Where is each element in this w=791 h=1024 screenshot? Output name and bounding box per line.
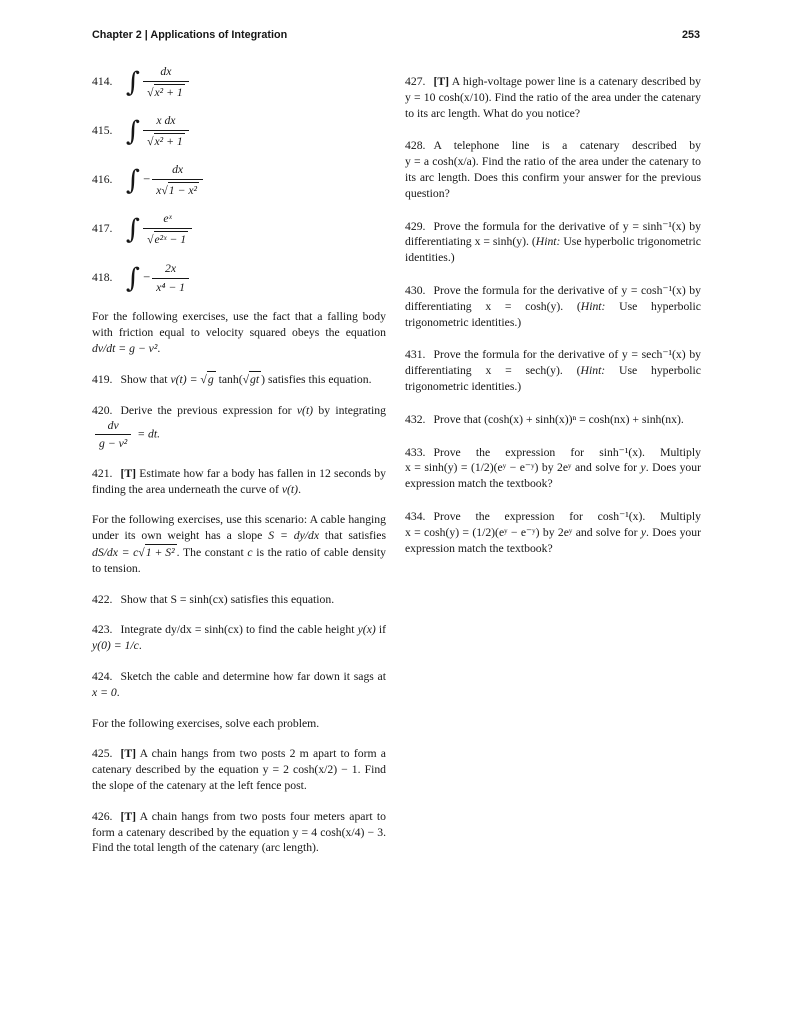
- fraction-numerator: eˣ: [163, 212, 172, 226]
- text-segment: .: [116, 685, 120, 699]
- text-segment: dS/dx = c√: [92, 546, 145, 560]
- fraction: [95, 419, 131, 451]
- text-segment: y = a cosh(x/a): [405, 155, 476, 169]
- integral-sign: ∫: [126, 164, 141, 196]
- exercise-419: [92, 371, 386, 388]
- denominator-prefix: x: [156, 183, 162, 197]
- exercise-number: 430.: [405, 283, 426, 297]
- exercise-420: [92, 403, 386, 451]
- text-segment: For the following exercises, use the fact that a falling body with friction equal to velocity squared obeys the equation: [92, 310, 386, 339]
- exercise-number: 416.: [92, 173, 113, 187]
- left-column: [92, 64, 386, 871]
- text-segment: x = 0: [92, 685, 117, 699]
- text-segment: x = sinh(y) = (1/2)(eʸ − e⁻ʸ): [405, 461, 539, 475]
- exercise-text: [405, 284, 701, 329]
- integral-sign: ∫: [126, 115, 141, 147]
- radicand: x² + 1: [154, 134, 183, 148]
- text-segment: satisfies this equation.: [265, 373, 372, 387]
- text-segment: is the ratio of cable density to tension.: [92, 546, 386, 575]
- text-segment: and solve for: [572, 525, 641, 539]
- text-segment: [T]: [120, 809, 137, 823]
- text-segment: .: [680, 412, 684, 426]
- sqrt-sign: √: [147, 232, 154, 246]
- exercise-415: [92, 113, 386, 149]
- integral-expression: [126, 262, 189, 294]
- exercise-421: [92, 466, 386, 498]
- exercise-text: [433, 413, 683, 426]
- text-segment: Prove that: [433, 412, 485, 426]
- text-segment: For the following exercises, use this scenario: A cable hanging under its own weight has a slope: [92, 513, 386, 543]
- text-segment: 1 + S²: [145, 546, 175, 560]
- text-segment: tanh(√: [215, 373, 250, 387]
- text-segment: Sketch the cable and determine how far down it sags at: [120, 670, 386, 684]
- text-segment: Hint:: [580, 364, 606, 378]
- text-segment: ): [261, 373, 266, 387]
- text-segment: sinh⁻¹(x): [599, 445, 642, 459]
- exercise-text: [120, 593, 334, 606]
- text-segment: . Find the ratio of the area under the catenary to its arc length. What do you notice?: [405, 90, 701, 120]
- text-segment: Use hyperbolic trigonometric identities.): [405, 299, 701, 329]
- text-segment: . (: [526, 235, 536, 249]
- text-segment: . Find the ratio of the area under the catenary to its arc length. Does this confirm your answer for the previous question?: [405, 155, 702, 200]
- text-segment: 2eʸ: [557, 525, 573, 539]
- fraction: [143, 65, 189, 99]
- text-segment: and solve for: [571, 461, 641, 475]
- integral-sign: ∫: [126, 262, 141, 294]
- integral-expression: [126, 65, 189, 99]
- exercise-text: [405, 348, 701, 393]
- fraction-numerator: dx: [172, 163, 184, 177]
- exercise-433: [405, 445, 701, 492]
- text-segment: S = sinh(cx): [170, 592, 228, 606]
- text-segment: . (: [560, 299, 581, 313]
- text-segment: y: [640, 461, 646, 475]
- exercise-number: 434.: [405, 509, 426, 523]
- integral-sign: ∫: [126, 66, 141, 98]
- text-segment: x = cosh(y): [485, 299, 561, 313]
- text-segment: Show that: [120, 592, 171, 606]
- fraction-denominator: [143, 130, 189, 148]
- exercise-text: [92, 623, 386, 652]
- text-segment: . Multiply: [642, 445, 701, 459]
- exercise-423: [92, 622, 386, 654]
- directions-cable-scenario: [92, 512, 386, 576]
- exercise-number: 424.: [92, 670, 113, 684]
- fraction-numerator: dv: [107, 418, 119, 432]
- sqrt-sign: √: [161, 183, 168, 197]
- text-segment: . The constant: [176, 546, 248, 560]
- exercise-414: [92, 64, 386, 100]
- fraction: [152, 262, 189, 294]
- radicand: 1 − x²: [168, 183, 198, 197]
- exercise-number: 420.: [92, 404, 113, 418]
- exercise-number: 429.: [405, 219, 426, 233]
- text-segment: v(t) = √: [170, 373, 207, 387]
- exercise-430: [405, 283, 701, 330]
- text-segment: y: [640, 525, 647, 539]
- text-segment: Integrate: [120, 623, 166, 637]
- fraction-numerator: x dx: [156, 114, 176, 128]
- text-segment: y(x): [357, 623, 376, 637]
- text-segment: .: [298, 482, 301, 496]
- text-segment: Use hyperbolic trigonometric identities.): [405, 364, 701, 393]
- text-segment: x = cosh(y) = (1/2)(eʸ − e⁻ʸ): [405, 525, 540, 539]
- exercise-number: 433.: [405, 445, 426, 459]
- text-segment: by: [538, 461, 558, 475]
- page-number: 253: [681, 29, 700, 41]
- exercise-text: [405, 220, 701, 265]
- exercise-425: [92, 746, 386, 793]
- integral-expression: [126, 212, 192, 246]
- exercise-417: [92, 211, 386, 247]
- text-segment: y = 10 cosh(x/10): [405, 90, 489, 104]
- text-segment: S = dy/dx: [268, 529, 320, 543]
- text-segment: by differentiating: [405, 219, 701, 249]
- text-segment: to find the cable height: [242, 623, 358, 637]
- exercise-number: 418.: [92, 271, 113, 285]
- exercise-number: 432.: [405, 412, 426, 426]
- text-segment: v(t): [281, 482, 299, 496]
- fraction: [152, 163, 203, 197]
- text-segment: y = sinh⁻¹(x): [622, 219, 686, 233]
- text-segment: Prove the formula for the derivative of: [433, 348, 622, 362]
- text-segment: Hint:: [535, 235, 561, 249]
- exercise-number: 414.: [92, 75, 113, 89]
- exercise-428: [405, 138, 701, 201]
- exercise-number: 421.: [92, 466, 113, 480]
- text-segment: [T]: [120, 747, 137, 761]
- fraction-denominator: [143, 228, 192, 246]
- text-segment: . (: [559, 364, 581, 378]
- exercise-number: 422.: [92, 592, 113, 606]
- text-segment: by: [539, 525, 558, 539]
- fraction-denominator: [143, 81, 189, 99]
- exercise-418: [92, 260, 386, 296]
- text-segment: [T]: [120, 466, 137, 480]
- exercise-text: [92, 670, 386, 699]
- text-segment: Show that: [120, 373, 171, 387]
- exercise-434: [405, 509, 701, 556]
- text-segment: g: [207, 373, 214, 387]
- text-segment: y(0) = 1/c: [92, 639, 139, 653]
- exercise-number: 417.: [92, 222, 113, 236]
- text-segment: cosh⁻¹(x): [597, 509, 643, 523]
- fraction: [143, 114, 189, 148]
- text-segment: .: [157, 341, 161, 355]
- directions-falling-body: [92, 309, 386, 356]
- directions-solve-each-problem: [92, 716, 386, 732]
- exercise-text: Derive the previous expression for: [120, 404, 297, 418]
- exercise-432: [405, 412, 701, 428]
- text-segment: .: [138, 639, 142, 653]
- text-segment: . Multiply: [642, 509, 701, 523]
- text-segment: . Does your expression match the textbook?: [405, 525, 702, 555]
- text-segment: Prove the expression for: [433, 509, 598, 523]
- text-segment: y = 2 cosh(x/2) − 1: [262, 763, 358, 777]
- exercise-number: 425.: [92, 747, 113, 761]
- exercise-number: 423.: [92, 623, 113, 637]
- exercise-text: [405, 510, 701, 555]
- minus-sign: −: [143, 172, 151, 187]
- text-segment: dy/dx = sinh(cx): [165, 623, 243, 637]
- exercise-text: [92, 810, 386, 855]
- radicand: e²ˣ − 1: [154, 232, 187, 246]
- text-segment: Prove the expression for: [433, 445, 600, 459]
- text-segment: by differentiating: [405, 283, 701, 313]
- text-segment: Prove the formula for the derivative of: [433, 219, 623, 233]
- exercise-text: [405, 139, 701, 199]
- exercise-text: [405, 446, 701, 491]
- text-segment: 2eʸ: [557, 461, 572, 475]
- text-segment: by differentiating: [405, 348, 702, 378]
- text-segment: A telephone line is a catenary described by: [433, 139, 701, 153]
- sqrt-sign: √: [147, 85, 154, 99]
- exercise-text: by integrating: [313, 404, 386, 418]
- integral-sign: ∫: [126, 213, 141, 245]
- text-segment: y = sech⁻¹(x): [621, 348, 686, 362]
- running-head: Chapter 2 | Applications of Integration: [92, 29, 288, 41]
- fraction: [143, 212, 192, 246]
- fraction-denominator: g − v²: [95, 434, 131, 450]
- text-segment: x = sinh(y): [474, 235, 526, 249]
- fraction-numerator: 2x: [165, 262, 177, 276]
- text-segment: c: [247, 546, 253, 560]
- fraction-denominator: x⁴ − 1: [152, 278, 189, 294]
- exercise-text: [120, 373, 371, 386]
- text-segment: . Find the total length of the catenary (arc length).: [92, 825, 387, 855]
- sqrt-sign: √: [147, 134, 154, 148]
- text-segment: A chain hangs from two posts 2 m apart to form a catenary described by the equation: [92, 747, 386, 777]
- text-segment: Prove the formula for the derivative of: [433, 283, 622, 297]
- exercise-number: 427.: [405, 75, 426, 88]
- fraction-numerator: dx: [160, 65, 172, 79]
- text-segment: that satisfies: [319, 529, 386, 543]
- exercise-text: [92, 747, 386, 792]
- math-variable: v(t): [296, 404, 314, 418]
- text-segment: A high-voltage power line is a catenary described by: [449, 75, 701, 88]
- minus-sign: −: [143, 270, 151, 285]
- exercise-number: 419.: [92, 373, 113, 387]
- exercise-number: 428.: [405, 139, 426, 153]
- fraction-denominator: [152, 179, 203, 197]
- text-segment: [T]: [433, 75, 450, 88]
- text-segment: Hint:: [580, 299, 606, 313]
- page-header: [92, 29, 700, 41]
- exercise-426: [92, 809, 386, 856]
- exercise-number: 426.: [92, 809, 113, 823]
- integral-expression: [126, 163, 203, 197]
- text-segment: y = cosh⁻¹(x): [621, 283, 686, 297]
- text-segment: satisfies this equation.: [227, 592, 335, 606]
- exercise-416: [92, 162, 386, 198]
- text-segment: dv/dt = g − v²: [92, 341, 158, 355]
- exercise-number: 415.: [92, 124, 113, 138]
- text-segment: if: [375, 623, 387, 637]
- exercise-431: [405, 347, 701, 394]
- exercise-text: [92, 467, 386, 496]
- text-segment: A chain hangs from two posts four meters apart to form a catenary described by the equation: [92, 809, 386, 839]
- exercise-text: [405, 75, 701, 120]
- exercise-427: [405, 74, 701, 121]
- text-segment: y = 4 cosh(x/4) − 3: [292, 825, 384, 839]
- integral-expression: [126, 114, 189, 148]
- math-expression: = dt.: [134, 427, 161, 441]
- text-segment: For the following exercises, solve each problem.: [92, 716, 320, 730]
- text-segment: Estimate how far a body has fallen in 12 seconds by finding the area underneath the curve of: [92, 466, 386, 496]
- text-segment: x = sech(y): [485, 364, 560, 378]
- text-segment: gt: [250, 373, 260, 387]
- text-segment: . Find the slope of the catenary at the left fence post.: [92, 763, 387, 793]
- exercise-number: 431.: [405, 348, 426, 362]
- exercise-424: [92, 669, 386, 701]
- text-segment: (cosh(x) + sinh(x))ⁿ = cosh(nx) + sinh(nx): [484, 412, 681, 426]
- text-segment: . Does your expression match the textbook?: [405, 461, 701, 491]
- exercise-422: [92, 592, 386, 608]
- text-segment: Use hyperbolic trigonometric identities.): [405, 235, 701, 265]
- exercise-429: [405, 219, 701, 266]
- right-column: [405, 74, 701, 573]
- radicand: x² + 1: [154, 85, 183, 99]
